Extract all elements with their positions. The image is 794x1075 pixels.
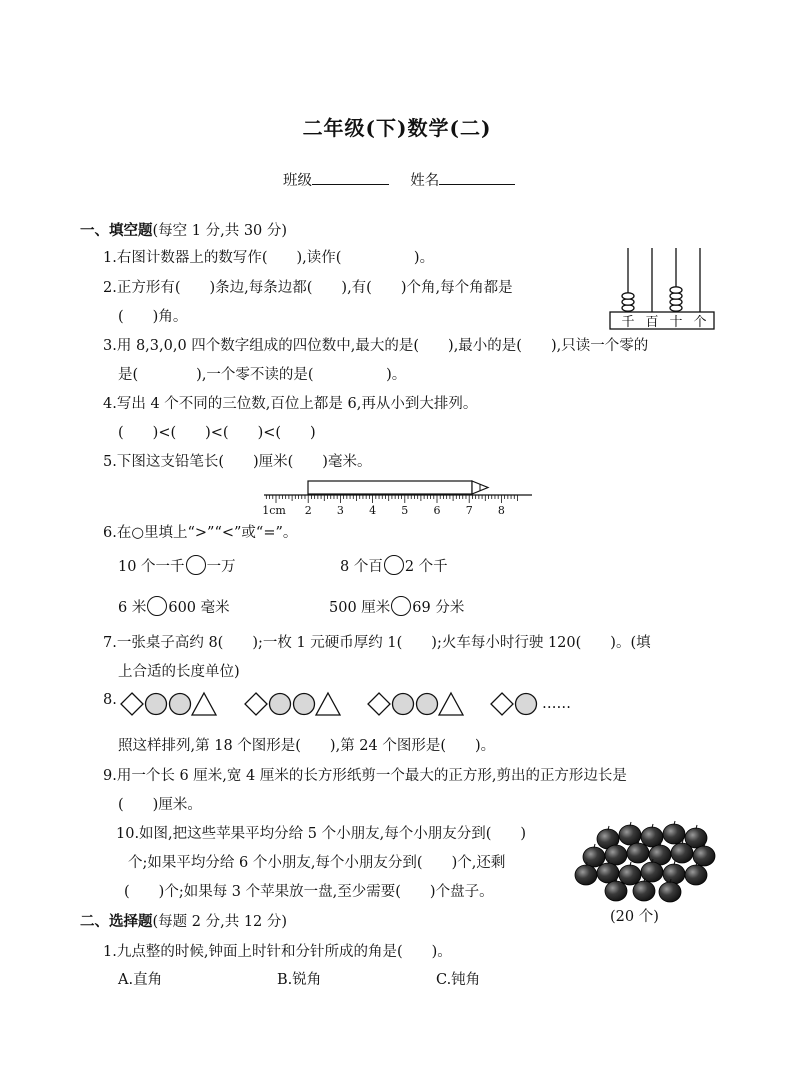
q2-line1: 2.正方形有( )条边,每条边都( ),有( )个角,每个角都是: [103, 280, 513, 296]
gray-circle-shape: [170, 694, 191, 715]
apple: [685, 865, 707, 885]
option-b[interactable]: B.锐角: [277, 972, 322, 988]
ruler-label: 7: [465, 504, 473, 517]
gray-circle-shape: [294, 694, 315, 715]
diamond-shape: [491, 693, 513, 715]
triangle-shape: [192, 693, 216, 715]
q9-line1: 9.用一个长 6 厘米,宽 4 厘米的长方形纸剪一个最大的正方形,剪出的正方形边长是: [103, 768, 627, 784]
gray-circle-shape: [516, 694, 537, 715]
ruler-label: 3: [336, 504, 344, 517]
shape-sequence-figure: [118, 690, 578, 720]
ruler-label: 6: [433, 504, 441, 517]
apple: [597, 863, 619, 883]
apple: [671, 843, 693, 863]
diamond-shape: [245, 693, 267, 715]
q6-text: 6.在○里填上“>”“<”或“=”。: [103, 525, 298, 541]
apple: [663, 864, 685, 884]
option-c[interactable]: C.钝角: [436, 972, 481, 988]
q10-line3: ( )个;如果每 3 个苹果放一盘,至少需要( )个盘子。: [124, 884, 494, 900]
apple: [663, 824, 685, 844]
gray-circle-shape: [270, 694, 291, 715]
diamond-shape: [121, 693, 143, 715]
class-blank[interactable]: [312, 170, 389, 185]
q10-line2: 个;如果平均分给 6 个小朋友,每个小朋友分到( )个,还剩: [128, 855, 506, 871]
class-label: 班级: [283, 173, 312, 189]
apple: [627, 843, 649, 863]
q6-item-3: 6 米 600 毫米: [118, 598, 230, 618]
triangle-shape: [316, 693, 340, 715]
apple: [633, 881, 655, 901]
q8-label: 8.: [103, 692, 117, 708]
abacus-label-tens: 十: [669, 315, 683, 330]
q3-line2: 是( ),一个零不读的是( )。: [118, 367, 407, 383]
ruler-label: 8: [497, 504, 505, 517]
ruler-label: 2: [304, 504, 312, 517]
ruler-labels: [262, 504, 505, 517]
q7-line2: 上合适的长度单位): [118, 664, 240, 680]
ruler-label: 5: [401, 504, 409, 517]
gray-circle-shape: [146, 694, 167, 715]
abacus-beads-hundreds: [622, 293, 634, 311]
apples-figure: [572, 825, 722, 905]
abacus-label-thousands: 千: [621, 315, 635, 330]
section2-heading: 二、选择题(每题 2 分,共 12 分): [80, 913, 288, 930]
q6-item-2: 8 个百 2 个千: [340, 557, 448, 577]
option-a[interactable]: A.直角: [118, 972, 163, 988]
q9-line2: ( )厘米。: [118, 797, 202, 813]
apple-caption: (20 个): [610, 909, 659, 925]
apple: [659, 882, 681, 902]
section1-score-note: (每空 1 分,共 30 分): [152, 223, 288, 239]
q4-line2: ( )<( )<( )<( ): [118, 425, 316, 441]
q1-text: 1.右图计数器上的数写作( ),读作( )。: [103, 250, 435, 266]
q8-text: 照这样排列,第 18 个图形是( ),第 24 个图形是( )。: [118, 738, 496, 754]
abacus-beads-ones: [670, 287, 682, 311]
compare-circle[interactable]: [147, 596, 167, 616]
q6-item-4: 500 厘米 69 分米: [329, 598, 464, 618]
ruler-ticks: [266, 495, 517, 503]
apple: [619, 825, 641, 845]
q4-line1: 4.写出 4 个不同的三位数,百位上都是 6,再从小到大排列。: [103, 396, 478, 412]
ruler-label: 4: [369, 504, 377, 517]
ruler-label: 1cm: [262, 504, 286, 517]
name-label: 姓名: [410, 173, 440, 189]
apple: [619, 865, 641, 885]
apple: [575, 865, 597, 885]
q8-ellipsis: ……: [542, 696, 571, 712]
ruler-pencil-figure: [262, 478, 534, 518]
q2-line2: ( )角。: [118, 309, 188, 325]
abacus-figure: [608, 246, 718, 332]
q5-text: 5.下图这支铅笔长( )厘米( )毫米。: [103, 454, 372, 470]
triangle-shape: [439, 693, 463, 715]
compare-circle[interactable]: [384, 555, 404, 575]
apple: [605, 881, 627, 901]
name-blank[interactable]: [439, 170, 515, 185]
section1-heading: 一、填空题(每空 1 分,共 30 分): [80, 222, 288, 239]
gray-circle-shape: [417, 694, 438, 715]
page-title: 二年级(下)数学(二): [302, 116, 492, 140]
abacus-label-ones: 个: [693, 315, 707, 330]
q7-line1: 7.一张桌子高约 8( );一枚 1 元硬币厚约 1( );火车每小时行驶 120( )。(填: [103, 635, 651, 651]
class-name-line: [283, 170, 515, 191]
compare-circle[interactable]: [391, 596, 411, 616]
apple: [641, 827, 663, 847]
compare-circle[interactable]: [186, 555, 206, 575]
q6-item-1: 10 个一千 一万: [118, 557, 236, 577]
abacus-label-hundreds: 百: [645, 315, 659, 330]
s2-q1-text: 1.九点整的时候,钟面上时针和分针所成的角是( )。: [103, 944, 452, 960]
q10-line1: 10.如图,把这些苹果平均分给 5 个小朋友,每个小朋友分到( ): [116, 826, 527, 842]
diamond-shape: [368, 693, 390, 715]
section2-score-note: (每题 2 分,共 12 分): [152, 914, 288, 930]
gray-circle-shape: [393, 694, 414, 715]
q3-line1: 3.用 8,3,0,0 四个数字组成的四位数中,最大的是( ),最小的是( ),只读一个零的: [103, 338, 649, 354]
